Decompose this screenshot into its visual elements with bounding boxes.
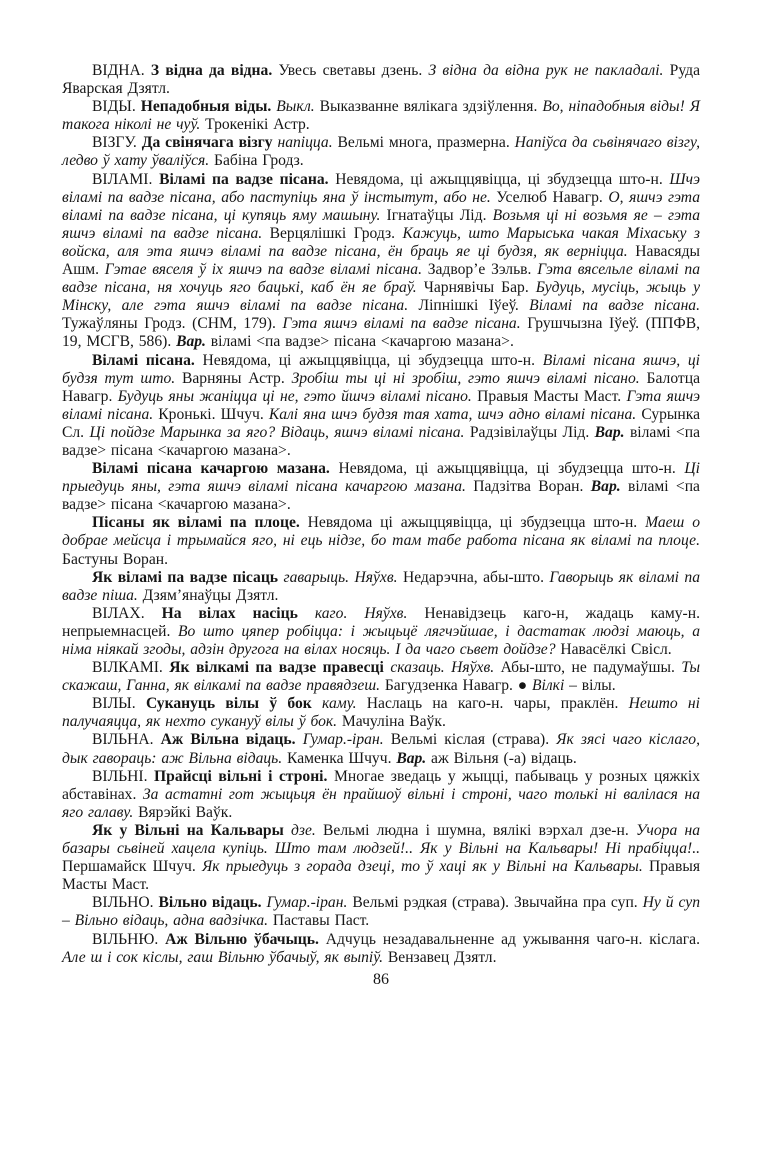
text-run: Будуць яны жаніцца ці не, гэто йшчэ віламі пісано. [117, 387, 478, 405]
text-run: З відна да відна рук не пакладалі. [428, 62, 670, 79]
text-run: Варняны Астр. [181, 369, 292, 387]
text-run: За астатні гот жыцьця ён прайшоў вільні і строні, чаго толькі ні валілася на яго галаву. [62, 785, 700, 821]
text-run: Аж Вільна відаць. [160, 731, 303, 749]
text-run: ВІЗГУ. [92, 134, 142, 152]
text-run: Наслаць на каго-н. чары, праклён. [366, 695, 629, 713]
text-run: Радзівілаўцы Лід. [469, 423, 595, 441]
text-run: Ненавідзець каго-н, жадаць каму-н. непрыемнасцей. [62, 604, 700, 640]
text-run: Непадобныя віды. [140, 98, 277, 116]
dictionary-entry [62, 62, 700, 98]
dictionary-entry [62, 731, 700, 767]
text-run: Шчэ віламі па вадзе пісана, або паступіць яна ў інстытут, або не. [62, 170, 701, 206]
text-run: Учора на базары сьвіней хацела купіць. Што там людзей!.. Як у Вільні на Кальвары! Ні прабіцца!.. [62, 821, 700, 858]
text-run: Задвор’е Зэльв. [427, 261, 538, 279]
text-run: аж Вільня (-а) відаць. [431, 749, 577, 767]
text-run: Возьмя ці ні возьмя яе – гэта яшчэ віламі па вадзе пісана. [62, 206, 700, 242]
dictionary-entry [62, 134, 700, 170]
text-run: Многае зведаць у жыцці, пабываць у розных цяжкіх абставінах. [62, 767, 700, 803]
text-run: Віламі па вадзе пісана. [529, 297, 700, 315]
text-run: Вар. [396, 749, 432, 767]
dictionary-entry [62, 695, 700, 731]
text-run: ВІЛЫ. [92, 695, 146, 713]
text-run: Чарнявічы Бар. [423, 279, 536, 297]
text-run: Напіўса да сьвінячаго візгу, ледво ў хату ўваліўся. [62, 134, 701, 170]
text-run: Во што цяпер робіцца: і жыцьцё лягчэйшае, і дастатак людзі маюць, а німа ніякай згоды, адзін другога на вілах носяць. І да чаго сьвет дойдзе? [62, 622, 700, 658]
text-run: Руда Яварская Дзятл. [62, 62, 700, 98]
text-run: Зробіш ты ці ні зробіш, гэто яшчэ віламі пісано. [291, 369, 647, 387]
text-run: Недарэчна, абы-што. [402, 568, 550, 586]
text-run: Бастуны Воран. [62, 550, 169, 568]
dictionary-entries [62, 62, 700, 967]
dictionary-entry [62, 460, 700, 514]
text-run: сказаць. Няўхв. [390, 659, 501, 677]
text-run: ВІЛЬНІ. [92, 767, 155, 785]
text-run: ВІЛАХ. [92, 604, 162, 622]
text-run: З відна да відна. [150, 62, 279, 79]
text-run: дзе. [291, 821, 323, 839]
text-run: Гэтае вяселя ў іх яшчэ па вадзе віламі пісана. [104, 261, 428, 279]
text-run: Навасяды Ашм. [62, 242, 700, 279]
text-run: Ну й суп – Вільно відаць, адна вадзічка. [62, 894, 701, 930]
dictionary-entry [62, 605, 700, 659]
text-run: Ігнатаўцы Лід. [386, 206, 493, 224]
text-run: Кронькі. Шчуч. [158, 405, 269, 423]
text-run: Але ш і сок кіслы, гаш Вільню ўбачыў, як выпіў. [62, 948, 388, 966]
text-run: Вельмі рэдкая (страва). Звычайна пра суп. [352, 894, 643, 912]
text-run: Будуць, мусіць, жыць у Мінску, але гэта яшчэ віламі па вадзе пісана. [62, 279, 701, 315]
text-run: Пісаны як віламі па плоце. [92, 514, 308, 532]
text-run: Паставы Паст. [272, 912, 370, 930]
text-run: Як віламі па вадзе пісаць [92, 568, 284, 586]
text-run: Віламі пісана. [92, 351, 203, 369]
dictionary-entry [62, 659, 700, 695]
text-run: Падзітва Воран. [473, 478, 591, 496]
dictionary-entry [62, 569, 700, 605]
text-run: Вельмі кіслая (страва). [390, 731, 557, 749]
dictionary-entry [62, 894, 700, 930]
text-run: Во, ніпадобныя віды! Я такога ніколі не чуў. [62, 98, 701, 134]
text-run: Вельмі многа, празмерна. [337, 134, 515, 152]
text-run: ВІЛКАМІ. [92, 659, 170, 677]
text-run: ВІДЫ. [92, 98, 141, 116]
text-run: Выкл. [276, 98, 320, 116]
text-run: Як зясі чаго кіслаго, дык гавораць: аж Вільна відаць. [62, 731, 700, 767]
text-run: Гаворыць як віламі па вадзе піша. [62, 568, 700, 604]
text-run: ВІЛЬНО. [92, 894, 159, 912]
text-run: ВІДНА. [92, 62, 151, 79]
text-run: Невядома ці ажыццявіцца, ці збудзецца што-н. [307, 514, 646, 532]
dictionary-entry [62, 822, 700, 894]
text-run: Гумар.-іран. [266, 894, 353, 912]
dictionary-entry [62, 171, 700, 352]
text-run: Невядома, ці ажыццявіцца, ці збудзецца што-н. [335, 170, 670, 188]
text-run: Вар. [590, 478, 628, 496]
text-run: Вярэйкі Ваўк. [138, 803, 233, 821]
text-run: Бабіна Гродз. [214, 152, 304, 170]
text-run: Як прыедуць з горада дзеці, то ў хаці як у Вільні на Кальвары. [202, 858, 649, 876]
text-run: Трокенікі Астр. [205, 116, 310, 134]
text-run: Багудзенка Навагр. ● [384, 677, 532, 695]
text-run: віламі <па вадзе> пісана <качаргою мазана>. [62, 478, 700, 514]
text-run: Сурынка Сл. [62, 405, 701, 441]
text-run: каму. [322, 695, 367, 713]
text-run: Правыя Масты Маст. [62, 858, 700, 894]
text-run: Вільно відаць. [158, 894, 267, 912]
dictionary-entry [62, 931, 700, 967]
text-run: О, яшчэ гэта віламі па вадзе пісана, ці купяць яму машыну. [62, 188, 701, 224]
text-run: Навасёлкі Свісл. [560, 641, 672, 658]
text-run: Тужаўляны Гродз. (СНМ, 179). [62, 315, 283, 333]
dictionary-entry [62, 514, 700, 568]
text-run: Віламі пісана яшчэ, ці будзя тут што. [62, 351, 700, 387]
text-run: Выказванне вялікага здзіўлення. [319, 98, 543, 116]
text-run: Як вілкамі па вадзе правесці [169, 659, 391, 677]
dictionary-entry [62, 768, 700, 822]
text-run: Невядома, ці ажыццявіцца, ці збудзецца што-н. [202, 351, 543, 369]
text-run: На вілах насіць [161, 604, 315, 622]
text-run: напіцца. [277, 134, 338, 152]
text-run: Да свінячага візгу [141, 134, 278, 152]
text-run: Уселюб Навагр. [496, 188, 609, 206]
text-run: Каменка Шчуч. [287, 749, 397, 767]
text-run: Гэта вясельле віламі па вадзе пісана, ня хочуць яго бацькі, каб ён яе браў. [62, 261, 701, 297]
text-run: Першамайск Шчуч. [62, 858, 202, 876]
text-run: Калі яна шчэ будзя тая хата, шчэ адно віламі пісана. [268, 405, 642, 423]
text-run: Ты скажаш, Ганна, як вілкамі па вадзе правядзеш. [62, 659, 701, 695]
text-run: Абы-што, не падумаўшы. [500, 659, 682, 677]
text-run: Вельмі людна і шумна, вялікі вэрхал дзе-н. [323, 821, 636, 839]
text-run: Аж Вільню ўбачыць. [165, 930, 326, 948]
text-run: Віламі па вадзе пісана. [159, 170, 336, 188]
text-run: віламі <па вадзе> пісана <качаргою мазана>. [210, 333, 514, 351]
text-run: Віламі пісана качаргою мазана. [92, 460, 339, 478]
text-run: Вілкі [532, 677, 570, 695]
text-run: Грушчызна Іўеў. (ППФВ, 19, МСГВ, 586). [62, 315, 700, 351]
text-run: Дзям’янаўцы Дзятл. [142, 586, 279, 604]
text-run: Прайсці вільні і строні. [154, 767, 334, 785]
text-run: Гэта яшчэ віламі па вадзе пісана. [282, 315, 528, 333]
text-run: каго. Няўхв. [314, 604, 425, 622]
text-run: Маеш о добрае мейсца і трымайся яго, ні ець нідзе, бо там табе работа пісана як віламі па плоце. [62, 514, 700, 550]
text-run: Гэта яшчэ віламі пісана. [62, 387, 701, 423]
text-run: – вілы. [569, 677, 616, 695]
text-run: Гумар.-іран. [302, 731, 391, 749]
text-run: Ці пойдзе Марынка за яго? Відаць, яшчэ віламі пісана. [89, 423, 470, 441]
text-run: ВІЛЬНА. [92, 731, 161, 749]
text-run: віламі <па вадзе> пісана <качаргою мазана>. [62, 423, 700, 459]
text-run: Кажуць, што Марыська чакая Міхаську з войска, аля эта яшчэ віламі па вадзе пісана, ён браць яе ці будзя, як верніцца. [62, 224, 700, 260]
dictionary-entry [62, 98, 700, 134]
text-run: Адчуць незадавальненне ад ужывання чаго-н. кіслага. [325, 930, 700, 948]
text-run: Ці прыедуць яны, гэта яшчэ віламі пісана качаргою мазана. [62, 460, 700, 496]
text-run: Правыя Масты Маст. [477, 387, 627, 405]
text-run: Вар. [594, 423, 630, 441]
text-run: ВІЛАМІ. [92, 170, 160, 188]
page-number: 86 [373, 970, 389, 988]
text-run: Як у Вільні на Кальвары [92, 821, 291, 839]
text-run: Нешто ні палучаяцца, як нехто сукануў вілы ў бок. [62, 695, 700, 731]
text-run: Вар. [176, 333, 211, 351]
text-run: Сукануць вілы ў бок [145, 695, 323, 713]
text-run: ВІЛЬНЮ. [92, 930, 166, 948]
text-run: Балотца Навагр. [62, 369, 700, 405]
text-run: Верцялішкі Гродз. [269, 224, 403, 242]
text-run: гаварыць. Няўхв. [283, 568, 403, 586]
dictionary-entry [62, 352, 700, 461]
text-run: Увесь светавы дзень. [278, 62, 429, 79]
text-run: Ліпнішкі Іўеў. [418, 297, 530, 315]
text-run: Мачуліна Ваўк. [341, 713, 446, 731]
text-run: Невядома, ці ажыццявіцца, ці збудзецца што-н. [338, 460, 685, 478]
text-run: Вензавец Дзятл. [387, 948, 497, 966]
